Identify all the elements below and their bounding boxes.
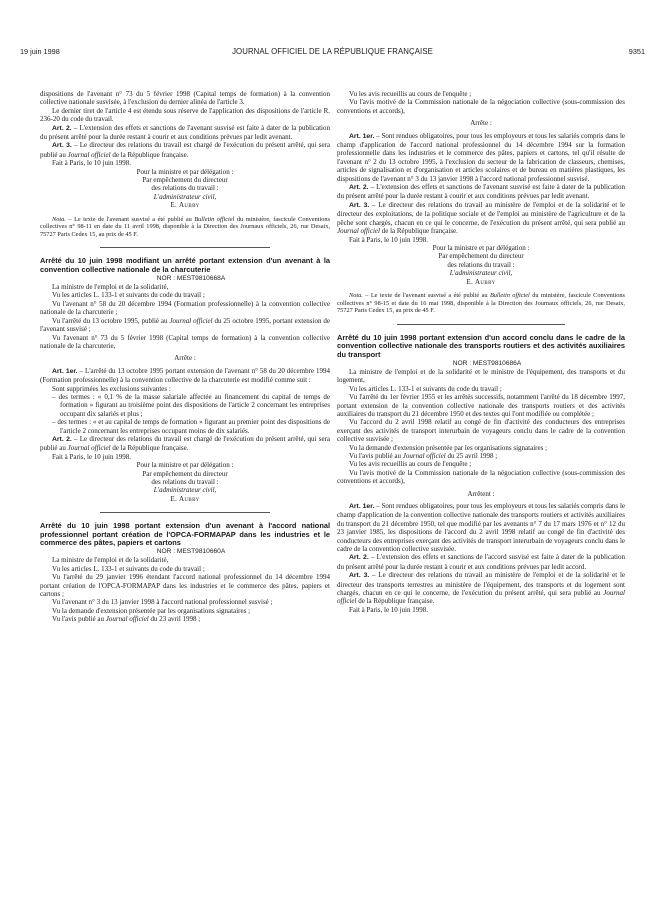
nor-reference: NOR : MEST9810660A xyxy=(156,548,226,555)
separator xyxy=(100,512,270,513)
article-3: Art. 3. – Le directeur des relations du travail au ministère de l'emploi et de la solidarité et le directeur des transports terrestres au ministère de l'équipement, des transports et du logement sont chargés, chacun en ce qui le concerne, de l'exécution du présent arrêté, qui sera publié au Journal officiel de la République française. xyxy=(337,571,626,606)
article-2: Art. 2. – L'extension des effets et sanctions de l'avenant susvisé est faite à dater de la publication du présent arrêté pour la durée restant à courir et aux conditions prévues par ledit avenant. xyxy=(337,183,625,201)
signature-name: E. Aubry xyxy=(170,201,200,210)
header-page-number: 9351 xyxy=(628,47,645,56)
nor-reference: NOR : MEST9810686A xyxy=(452,359,522,367)
article-3: Art. 3. – Le directeur des relations du travail au ministère de l'emploi et de la solidarité et le directeur des exploitations, de la politique sociale et de l'emploi au ministère de l'agriculture et de la pêche sont chargés, chacun en ce qui le concerne, de l'exécution du présent arrêté, qui sera publié au Journal officiel de la République française. xyxy=(337,200,626,236)
paragraph: Vu l'arrêté du 29 janvier 1996 étendant l'accord national professionnel du 14 décembre 1994 portant création de l'OPCA-FORMAPAP dans les industries et le commerce des pâtes, papiers et cartons ; xyxy=(40,573,330,599)
arrete-title: Arrêté du 10 juin 1998 modifiant un arrêté portant extension d'un avenant à la convention collective nationale de la charcuterie xyxy=(40,256,330,275)
signature-line: des relations du travail : xyxy=(447,260,515,269)
paragraph: Vu les avis recueillis au cours de l'enquête ; xyxy=(349,90,472,98)
right-column xyxy=(337,90,625,614)
nor-reference: NOR : MEST9810668A xyxy=(156,274,226,282)
article-2: Art. 2. – L'extension des effets et sanctions de l'accord susvisé est faite à dater de la publication du présent arrêté pour la durée restant à courir et aux conditions prévues par ledit accord. xyxy=(337,553,625,571)
paragraph: La ministre de l'emploi et de la solidarité, xyxy=(52,283,169,292)
paragraph: Vu l'avenant n° 58 du 20 décembre 1994 (Formation professionnelle) à la convention collective nationale de la charcuterie ; xyxy=(40,299,330,317)
signature-line: Par empêchement du directeur xyxy=(142,176,228,185)
header-title: JOURNAL OFFICIEL DE LA RÉPUBLIQUE FRANÇAISE xyxy=(232,47,433,56)
paragraph: Vu les articles L. 133-1 et suivants du code du travail ; xyxy=(349,384,502,393)
paragraph: Vu l'avenant n° 73 du 5 février 1998 (Capital temps de formation) à la convention collective nationale de la charcuterie, xyxy=(40,333,330,350)
signature-line: des relations du travail : xyxy=(151,478,219,486)
paragraph: Vu l'avis motivé de la Commission nationale de la négociation collective (sous-commission des conventions et accords), xyxy=(337,468,625,486)
signature-line: Pour la ministre et par délégation : xyxy=(136,461,234,470)
separator xyxy=(397,324,565,325)
article-2: Art. 2. – Le directeur des relations du travail est chargé de l'exécution du présent arrêté, qui sera publié au Journal officiel de la République française. xyxy=(40,434,330,453)
paragraph: La ministre de l'emploi et de la solidarité et le ministre de l'équipement, des transports et du logement, xyxy=(337,367,625,385)
paragraph: La ministre de l'emploi et de la solidarité, xyxy=(52,556,169,565)
fait-a-paris: Fait à Paris, le 10 juin 1998. xyxy=(349,605,428,614)
signature-line: L'administrateur civil, xyxy=(153,192,217,201)
arrete-heading: Arrête : xyxy=(174,354,196,363)
paragraph: Vu l'avis publié au Journal officiel du 23 avril 1998 ; xyxy=(52,615,201,624)
paragraph: Vu l'avenant n° 3 du 13 janvier 1998 à l'accord national professionnel susvisé ; xyxy=(52,598,273,607)
article-1: Art. 1er. – Sont rendues obligatoires, pour tous les employeurs et tous les salariés compris dans le champ d'application de la convention collective nationale des transports routiers et activités auxiliaires du transport du 21 décembre 1950, tel que modifié par les avenants n° 7 du 17 mars 1976 et n° 12 du 23 janvier 1985, les dispositions de l'accord du 2 avril 1998 relatif au congé de fin d'activité des conducteurs des entreprises exerçant des activités de transport interurbain de voyageurs conclu dans le cadre de la convention collective susvisée. xyxy=(337,502,625,554)
article-2: Art. 2. – L'extension des effets et sanctions de l'avenant susvisé est faite à dater de la publication du présent arrêté pour la durée restant à courir et aux conditions prévues par ledit avenant. xyxy=(40,123,331,142)
page-header xyxy=(20,47,645,59)
signature-line: L'administrateur civil, xyxy=(449,269,513,278)
signature-name: E. Aubry xyxy=(466,277,496,286)
fait-a-paris: Fait à Paris, le 10 juin 1998. xyxy=(52,452,131,461)
signature-name: E. Aubry xyxy=(170,494,200,503)
article-3: Art. 3. – Le directeur des relations du travail est chargé de l'exécution du présent arrêté, qui sera publié au Journal officiel de la République française. xyxy=(40,141,330,159)
nota: Nota. – Le texte de l'avenant susvisé a été publié au Bulletin officiel du ministère, fascicule Conventions collectives n° 98-15 et date du 16 mai 1998, disponible à la Direction des Journaux officiels, 26, rue Desaix, 75727 Paris Cedex 15, au prix de 45 F. xyxy=(337,291,626,315)
paragraph: Vu l'accord du 2 avril 1998 relatif au congé de fin d'activité des conducteurs des entreprises exerçant des activités de transport interurbain de voyageurs conclu dans le cadre de la convention collective susvisée ; xyxy=(337,418,625,444)
arrete-heading: Arrête : xyxy=(470,119,492,128)
separator xyxy=(100,247,270,248)
paragraph: Vu l'arrêté du 13 octobre 1995, publié au Journal officiel du 25 octobre 1995, portant extension de l'avenant susvisé ; xyxy=(40,316,330,334)
signature-line: L'administrateur civil, xyxy=(153,486,217,495)
paragraph: Vu l'arrêté du 1er février 1955 et les arrêtés successifs, notamment l'arrêté du 18 décembre 1997, portant extension de la convention collective nationale des transports routiers et des activités auxiliaires du transport du 21 décembre 1950 et des textes qui l'ont modifiée ou complétée ; xyxy=(337,393,625,418)
fait-a-paris: Fait à Paris, le 10 juin 1998. xyxy=(52,159,131,168)
signature-line: Pour la ministre et par délégation : xyxy=(136,167,234,176)
paragraph: Vu les avis recueillis au cours de l'enquête ; xyxy=(349,460,472,469)
arrete-title: Arrêté du 10 juin 1998 portant extension d'un accord conclu dans le cadre de la convention collective nationale des transports routiers et des activités auxiliaires du transport xyxy=(337,332,625,359)
arrete-title: Arrêté du 10 juin 1998 portant extension d'un avenant à l'accord national professionnel portant création de l'OPCA-FORMAPAP dans les industries et le commerce des pâtes, papiers et cartons xyxy=(40,521,330,548)
list-item: – des termes : « et au capital de temps de formation » figurant au premier point des dispositions de l'article 2 concernant les entreprises occupant moins de dix salariés. xyxy=(52,418,330,435)
left-column xyxy=(40,90,330,624)
nota: Nota. – Le texte de l'avenant susvisé a été publié au Bulletin officiel du ministère, fascicule Conventions collectives n° 98-11 en date du 11 avril 1998, disponible à la Direction des Journaux officiels, 26, rue Desaix, 75727 Paris Cedex 15, au prix de 45 F. xyxy=(40,215,331,238)
header-date: 19 juin 1998 xyxy=(20,47,60,56)
signature-line: Par empêchement du directeur xyxy=(438,252,524,261)
list-item: – des termes : « 0,1 % de la masse salariale affectée au financement du capital de temps de formation » figurant au troisième point des dispositions de l'article 2 concernant les entreprises occupant dix salariés et plus ; xyxy=(52,392,330,418)
paragraph: Sont supprimées les exclusions suivantes : xyxy=(52,384,171,393)
signature-line: des relations du travail : xyxy=(151,184,219,193)
arrete-heading: Arrêtent : xyxy=(467,489,495,498)
paragraph: Vu l'avis motivé de la Commission nationale de la négociation collective (sous-commission des conventions et accords), xyxy=(337,98,625,115)
article-1: Art. 1er. – L'arrêté du 13 octobre 1995 portant extension de l'avenant n° 58 du 20 décembre 1994 (Formation professionnelle) à la convention collective de la charcuterie est modifié comme suit : xyxy=(40,366,330,385)
article-1: Art. 1er. – Sont rendues obligatoires, pour tous les employeurs et tous les salariés compris dans le champ d'application de l'accord national professionnel du 14 décembre 1994 sur la formation professionnelle dans les industries et le commerce des pâtes, papiers et cartons, tel qu'il résulte de l'avenant n° 2 du 13 octobre 1995, à l'exclusion du secteur de la fabrication de classeurs, chemises, articles de signalisation et d'organisation et articles scolaires et de bureau en matières plastiques, les dispositions de l'avenant n° 3 du 13 janvier 1998 à l'accord national professionnel susvisé. xyxy=(337,131,625,183)
fait-a-paris: Fait à Paris, le 10 juin 1998. xyxy=(349,235,428,244)
paragraph: Vu les articles L. 133-1 et suivants du code du travail ; xyxy=(52,291,205,300)
paragraph: Vu la demande d'extension présentée par les organisations signataires ; xyxy=(349,443,548,452)
paragraph: dispositions de l'avenant n° 73 du 5 février 1998 (Capital temps de formation) à la convention collective nationale susvisée, à l'exclusion du dernier alinéa de l'article 3. xyxy=(40,90,330,107)
signature-line: Pour la ministre et par délégation : xyxy=(432,243,530,252)
paragraph: Vu les articles L. 133-1 et suivants du code du travail ; xyxy=(52,564,205,573)
paragraph: Vu la demande d'extension présentée par les organisations signataires ; xyxy=(52,606,251,615)
paragraph: Le dernier tiret de l'article 4 est étendu sous réserve de l'application des dispositions de l'article R. 236-20 du code du travail. xyxy=(40,106,330,124)
paragraph: Vu l'avis publié au Journal officiel du 25 avril 1998 ; xyxy=(349,451,498,460)
signature-line: Par empêchement du directeur xyxy=(142,469,228,478)
